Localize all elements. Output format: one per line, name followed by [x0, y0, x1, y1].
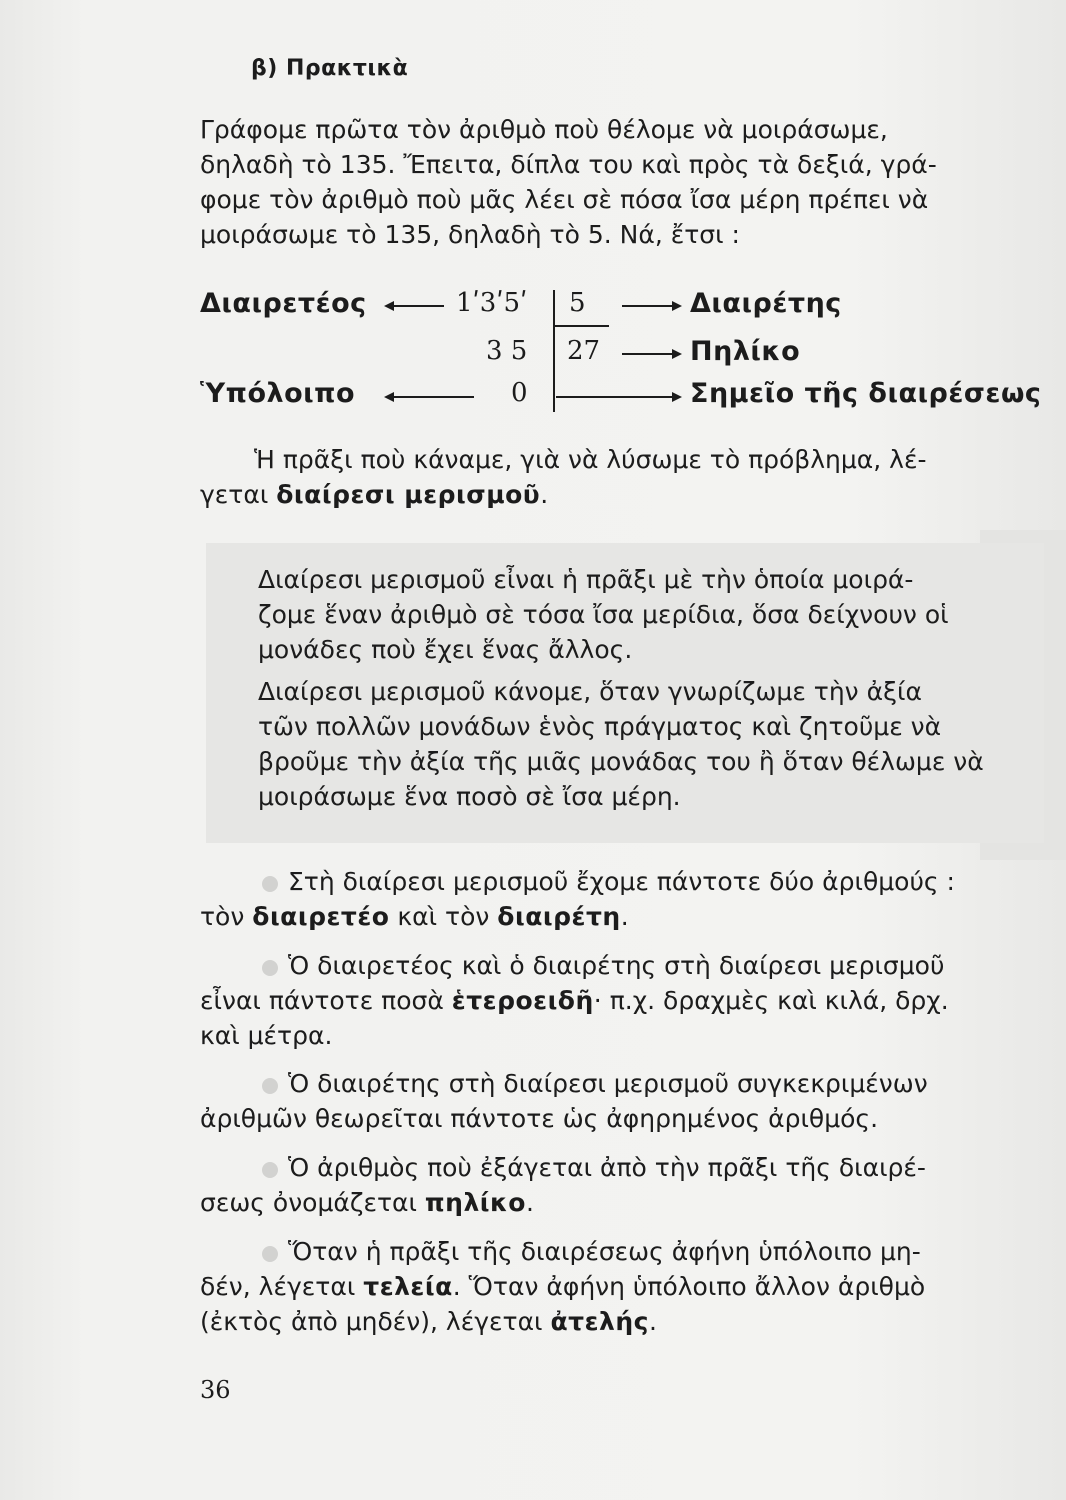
intro-line: μοιράσωμε τὸ 135, δηλαδὴ τὸ 5. Νά, ἔτσι :: [200, 220, 740, 249]
partial-remainder: 3 5: [486, 336, 528, 366]
note-text: Ὁ ἀριθμὸς ποὺ ἐξάγεται ἀπὸ τὴν πρᾶξι τῆς διαιρέ-: [288, 1153, 926, 1182]
term-division-sharing: διαίρεσι μερισμοῦ: [276, 480, 541, 509]
term-dividend: διαιρετέο: [252, 902, 390, 931]
page-number: 36: [200, 1376, 231, 1404]
term-inexact: ἀτελής: [550, 1307, 649, 1336]
naming-text: .: [540, 480, 549, 509]
remainder-value: 0: [511, 378, 528, 408]
intro-line: φομε τὸν ἀριθμὸ ποὺ μᾶς λέει σὲ πόσα ἴσα μέρη πρέπει νὰ: [200, 185, 929, 214]
quotient-value: 27: [567, 336, 601, 366]
note-5: [200, 1234, 1040, 1339]
note-text: καὶ τὸν: [389, 902, 498, 931]
definition-line: βροῦμε τὴν ἀξία τῆς μιᾶς μονάδας του ἢ ὅταν θέλωμε νὰ: [258, 747, 984, 776]
remainder-label: Ὑπόλοιπο: [200, 378, 356, 409]
note-text: .: [525, 1188, 534, 1217]
term-quotient: πηλίκο: [424, 1188, 526, 1217]
intro-line: δηλαδὴ τὸ 135. Ἔπειτα, δίπλα του καὶ πρὸς τὰ δεξιά, γρά-: [200, 150, 937, 179]
naming-text: γεται: [200, 480, 277, 509]
dividend-label: Διαιρετέος: [200, 288, 367, 319]
dividend-value: 1ʹ3ʹ5ʹ: [456, 288, 528, 318]
naming-paragraph: [254, 442, 1034, 477]
note-text: καὶ μέτρα.: [200, 1021, 333, 1050]
naming-paragraph-cont: [200, 477, 1034, 512]
note-text: .: [648, 1307, 657, 1336]
note-text: τὸν: [200, 902, 253, 931]
definition-line: μονάδες ποὺ ἔχει ἕνας ἄλλος.: [258, 635, 633, 664]
definition-line: τῶν πολλῶν μονάδων ἑνὸς πράγματος καὶ ζητοῦμε νὰ: [258, 712, 942, 741]
note-text: Ὁ διαιρέτης στὴ διαίρεσι μερισμοῦ συγκεκριμένων: [288, 1069, 928, 1098]
section-heading: β) Πρακτικὰ: [251, 56, 409, 81]
intro-line: Γράφομε πρῶτα τὸν ἀριθμὸ ποὺ θέλομε νὰ μοιράσωμε,: [200, 115, 888, 144]
definition-line: Διαίρεσι μερισμοῦ εἶναι ἡ πρᾶξι μὲ τὴν ὁποία μοιρά-: [258, 565, 914, 594]
note-3: [200, 1066, 1040, 1136]
note-4: [200, 1150, 1040, 1220]
note-text: · π.χ. δραχμὲς καὶ κιλά, δρχ.: [593, 986, 949, 1015]
note-text: Ὅταν ἡ πρᾶξι τῆς διαιρέσεως ἀφήνη ὑπόλοιπο μη-: [288, 1237, 921, 1266]
definition-paragraph-1: [258, 562, 1028, 667]
note-text: .: [620, 902, 629, 931]
definition-line: ζομε ἕναν ἀριθμὸ σὲ τόσα ἴσα μερίδια, ὅσα δείχνουν οἱ: [258, 600, 949, 629]
divisor-label: Διαιρέτης: [690, 288, 842, 319]
term-exact: τελεία: [363, 1272, 453, 1301]
note-text: δέν, λέγεται: [200, 1272, 364, 1301]
note-text: εἶναι πάντοτε ποσὰ: [200, 986, 452, 1015]
term-divisor: διαιρέτη: [497, 902, 621, 931]
note-2: [200, 948, 1040, 1053]
quotient-label: Πηλίκο: [690, 336, 801, 367]
note-text: . Ὅταν ἀφήνη ὑπόλοιπο ἄλλον ἀριθμὸ: [452, 1272, 926, 1301]
note-text: Στὴ διαίρεσι μερισμοῦ ἔχομε πάντοτε δύο ἀριθμούς :: [288, 867, 955, 896]
note-text: (ἐκτὸς ἀπὸ μηδέν), λέγεται: [200, 1307, 551, 1336]
division-sign-label: Σημεῖο τῆς διαιρέσεως: [690, 378, 1042, 409]
divisor-value: 5: [569, 288, 586, 318]
note-text: σεως ὀνομάζεται: [200, 1188, 425, 1217]
note-1: [200, 864, 1040, 934]
definition-line: Διαίρεσι μερισμοῦ κάνομε, ὅταν γνωρίζωμε τὴν ἀξία: [258, 677, 922, 706]
definition-line: μοιράσωμε ἕνα ποσὸ σὲ ἴσα μέρη.: [258, 782, 681, 811]
intro-paragraph: [200, 112, 1032, 252]
definition-paragraph-2: [258, 674, 1028, 814]
term-heterogeneous: ἑτεροειδῆ: [451, 986, 594, 1015]
naming-line: Ἡ πρᾶξι ποὺ κάναμε, γιὰ νὰ λύσωμε τὸ πρόβλημα, λέ-: [254, 445, 927, 474]
note-text: ἀριθμῶν θεωρεῖται πάντοτε ὡς ἀφηρημένος ἀριθμός.: [200, 1104, 879, 1133]
note-text: Ὁ διαιρετέος καὶ ὁ διαιρέτης στὴ διαίρεσι μερισμοῦ: [288, 951, 945, 980]
